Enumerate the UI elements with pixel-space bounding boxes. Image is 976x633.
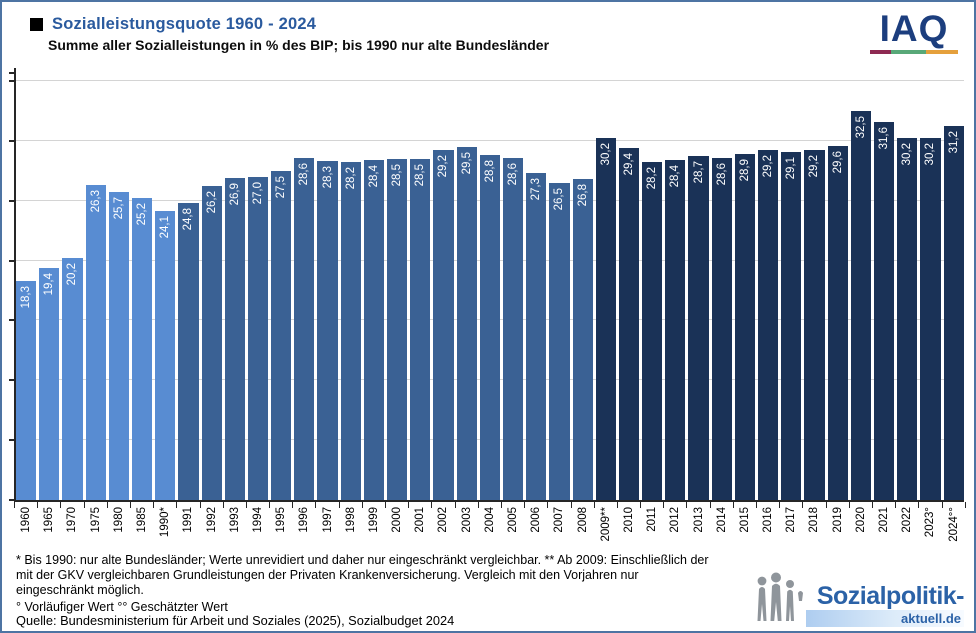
bar-value-label: 25,7	[112, 197, 125, 220]
bar-value-label: 26,2	[205, 191, 218, 214]
y-axis-tick	[9, 200, 14, 202]
x-axis-label: 2019	[831, 507, 844, 533]
sozialpolitik-logo-title: Sozialpolitik-	[816, 582, 964, 610]
y-axis-tick	[9, 439, 14, 441]
y-axis-tick	[9, 80, 14, 82]
bar-value-label: 28,9	[738, 159, 751, 182]
x-axis-tick-cell	[178, 504, 198, 554]
x-axis-label: 2020	[854, 507, 867, 533]
bar-value-label: 26,5	[553, 187, 566, 211]
bar	[433, 150, 453, 500]
x-axis-tick-cell	[503, 504, 523, 554]
x-axis-label: 1996	[298, 507, 311, 533]
bar	[341, 162, 361, 500]
x-axis-label: 2006	[530, 507, 543, 533]
x-axis-tick-cell	[804, 504, 824, 554]
x-axis-label: 1997	[321, 507, 334, 533]
x-axis-label: 1995	[275, 507, 288, 533]
x-axis-label: 2000	[391, 507, 404, 533]
x-axis-label: 2023°	[924, 507, 937, 538]
x-axis-tick-cell	[317, 504, 337, 554]
x-axis-tick-cell	[665, 504, 685, 554]
sozialpolitik-logo-text	[806, 584, 964, 627]
x-axis-tick-cell	[619, 504, 639, 554]
x-axis-label: 2009**	[599, 507, 612, 542]
x-axis-label: 1965	[43, 507, 56, 533]
footnote-line: mit der GKV vergleichbaren Grundleistungen der Privaten Krankenversicherung. Vergleich mit den Vorjahren nur	[16, 568, 639, 583]
x-axis-tick-cell	[688, 504, 708, 554]
x-axis-tick-cell	[271, 504, 291, 554]
bar	[248, 177, 268, 500]
bar	[155, 211, 175, 500]
x-axis-label: 2003	[460, 507, 473, 533]
x-axis	[14, 500, 964, 502]
bar-value-label: 26,3	[89, 190, 102, 213]
bar	[549, 183, 569, 500]
bar	[712, 158, 732, 500]
x-axis-label: 2004	[483, 507, 496, 533]
bar-value-label: 20,2	[66, 263, 79, 286]
x-axis-label: 2021	[878, 507, 891, 533]
x-axis-tick-cell	[16, 504, 36, 554]
x-axis-tick-cell	[874, 504, 894, 554]
bar	[132, 198, 152, 500]
bar-value-label: 30,2	[599, 143, 612, 166]
bar-value-label: 29,2	[762, 155, 775, 178]
sozialpolitik-aktuell-logo	[754, 572, 964, 627]
sozialpolitik-logo-band	[806, 610, 964, 627]
x-axis-tick-cell	[294, 504, 314, 554]
bar-value-label: 29,1	[785, 156, 798, 180]
x-axis-tick-cell	[781, 504, 801, 554]
bar	[573, 179, 593, 500]
iaq-logo-underline	[870, 50, 958, 54]
x-axis-label: 2022	[901, 507, 914, 533]
x-axis-label: 1994	[251, 507, 264, 533]
bar	[804, 150, 824, 500]
bar	[457, 147, 477, 500]
x-axis-tick-cell	[364, 504, 384, 554]
y-axis-tick	[9, 72, 14, 74]
title-bullet-square	[30, 18, 43, 31]
bar-value-label: 27,3	[530, 178, 543, 201]
x-axis-tick-cell	[132, 504, 152, 554]
x-axis-label: 2024°°	[947, 507, 960, 542]
x-axis-tick-cell	[248, 504, 268, 554]
bar	[480, 155, 500, 500]
x-axis-label: 2018	[808, 507, 821, 533]
x-axis-label: 1985	[136, 507, 149, 533]
x-axis-label: 2011	[646, 507, 659, 532]
page-title: Sozialleistungsquote 1960 - 2024	[52, 15, 317, 33]
bar	[874, 122, 894, 500]
x-axis-label: 1975	[89, 507, 102, 533]
bar	[16, 281, 36, 500]
x-axis-label: 2017	[785, 507, 798, 533]
x-axis-tick-cell	[109, 504, 129, 554]
bar-value-label: 28,5	[414, 163, 427, 187]
bar	[39, 268, 59, 500]
bar	[387, 159, 407, 500]
bar-value-label: 29,2	[808, 155, 821, 178]
x-axis-tick-cell	[410, 504, 430, 554]
bar	[642, 162, 662, 500]
x-axis-label: 2010	[622, 507, 635, 533]
bar	[897, 138, 917, 500]
bar	[619, 148, 639, 500]
bar-value-label: 19,4	[43, 272, 56, 296]
x-axis-label: 2013	[692, 507, 705, 533]
iaq-logo	[868, 10, 960, 54]
bar-value-label: 31,6	[878, 126, 891, 150]
x-axis-label: 1992	[205, 507, 218, 533]
x-axis-tick-cell	[712, 504, 732, 554]
x-axis-label: 1970	[66, 507, 79, 533]
bar-value-label: 18,3	[20, 285, 33, 309]
bar	[688, 156, 708, 500]
y-axis-tick	[9, 319, 14, 321]
footnotes	[16, 553, 759, 615]
x-axis-tick-cell	[39, 504, 59, 554]
x-axis-label: 1999	[367, 507, 380, 533]
x-axis-tick-cell	[944, 504, 964, 554]
bar	[410, 159, 430, 500]
x-axis-tick-cell	[62, 504, 82, 554]
sozialpolitik-logo-subtitle: aktuell.de	[901, 611, 961, 626]
bar-value-label: 30,2	[924, 143, 937, 166]
bar-value-label: 28,6	[507, 162, 520, 185]
bar	[944, 126, 964, 500]
x-axis-tick-cell	[225, 504, 245, 554]
x-axis-tick-cell	[341, 504, 361, 554]
bar	[665, 160, 685, 500]
x-axis-label: 2008	[576, 507, 589, 533]
bar	[596, 138, 616, 500]
bar-value-label: 25,2	[136, 203, 149, 226]
bar	[271, 171, 291, 500]
source-line: Quelle: Bundesministerium für Arbeit und Soziales (2025), Sozialbudget 2024	[16, 613, 455, 628]
y-axis-tick	[9, 379, 14, 381]
x-axis-label: 1980	[112, 507, 125, 533]
x-axis-label: 1990*	[159, 507, 172, 538]
x-axis-tick-cell	[387, 504, 407, 554]
y-axis-tick	[9, 260, 14, 262]
bar	[526, 173, 546, 500]
x-axis-labels	[16, 504, 964, 554]
bar	[758, 150, 778, 500]
x-axis-tick-cell	[642, 504, 662, 554]
bar-value-label: 26,8	[576, 184, 589, 207]
bar-value-label: 29,2	[437, 155, 450, 178]
x-axis-tick-cell	[480, 504, 500, 554]
bar	[62, 258, 82, 500]
iaq-logo-text: IAQ	[879, 8, 949, 49]
bar-value-label: 32,5	[854, 115, 867, 139]
bar-value-label: 24,1	[159, 216, 172, 239]
bar	[851, 111, 871, 500]
x-axis-tick-cell	[851, 504, 871, 554]
bar-value-label: 24,8	[182, 208, 195, 231]
x-axis-label: 1998	[344, 507, 357, 533]
bar-value-label: 28,6	[715, 162, 728, 185]
x-axis-label: 2014	[715, 507, 728, 533]
bar-value-label: 27,0	[251, 181, 264, 205]
x-axis-tick-cell	[573, 504, 593, 554]
bar-value-label: 28,7	[692, 161, 705, 184]
x-axis-label: 2007	[553, 507, 566, 533]
x-axis-label: 2002	[437, 507, 450, 533]
x-axis-tick-cell	[86, 504, 106, 554]
x-axis-label: 2012	[669, 507, 682, 533]
x-axis-tick-cell	[596, 504, 616, 554]
x-axis-tick-cell	[202, 504, 222, 554]
bar	[781, 152, 801, 500]
x-axis-tick-cell	[920, 504, 940, 554]
x-axis-tick-cell	[549, 504, 569, 554]
y-axis-tick	[9, 140, 14, 142]
bar-value-label: 28,8	[483, 160, 496, 183]
bar	[109, 192, 129, 500]
x-axis-label: 2015	[738, 507, 751, 533]
x-axis-tick-cell	[433, 504, 453, 554]
x-axis-tick-cell	[735, 504, 755, 554]
x-axis-tick-cell	[828, 504, 848, 554]
bar-value-label: 30,2	[901, 143, 914, 166]
x-axis-label: 1993	[228, 507, 241, 533]
bar-value-label: 29,4	[622, 153, 635, 176]
bar-value-label: 27,5	[275, 175, 288, 199]
bar	[317, 161, 337, 500]
footnote-line: eingeschränkt möglich.	[16, 583, 144, 598]
bar	[828, 146, 848, 500]
bar-value-label: 28,4	[367, 165, 380, 188]
bar-value-label: 29,6	[831, 150, 844, 174]
iaq-underline-segment	[870, 50, 891, 54]
people-silhouettes-icon	[754, 572, 804, 627]
bar	[294, 158, 314, 500]
x-axis-tick-cell	[758, 504, 778, 554]
x-axis-label: 1960	[20, 507, 33, 533]
iaq-underline-segment	[926, 50, 958, 54]
bar	[735, 154, 755, 500]
footnote-line: * Bis 1990: nur alte Bundesländer; Werte unrevidiert und daher nur eingeschränkt vergleichbar. ** Ab 2009: Einschließlich der	[16, 553, 709, 567]
bar	[178, 203, 198, 500]
plot-area	[14, 72, 964, 500]
header	[30, 15, 316, 34]
x-axis-label: 2001	[414, 507, 427, 533]
bar	[202, 186, 222, 500]
x-axis-tick-cell	[155, 504, 175, 554]
x-axis-label: 2016	[762, 507, 775, 533]
bar-value-label: 28,2	[344, 167, 357, 190]
bar	[225, 178, 245, 500]
x-axis-label: 2005	[507, 507, 520, 533]
x-axis-tick-cell	[897, 504, 917, 554]
bar-value-label: 28,5	[391, 163, 404, 187]
bar-value-label: 28,4	[669, 165, 682, 188]
bars	[16, 72, 964, 500]
footnote-symbols: ° Vorläufiger Wert °° Geschätzter Wert	[16, 599, 228, 614]
x-axis-label: 1991	[182, 507, 195, 533]
bar-value-label: 28,6	[298, 162, 311, 185]
bar-value-label: 26,9	[228, 182, 241, 206]
x-axis-tick-cell	[457, 504, 477, 554]
bar	[86, 185, 106, 500]
page-subtitle: Summe aller Sozialleistungen in % des BIP; bis 1990 nur alte Bundesländer	[48, 37, 550, 53]
bar-value-label: 31,2	[947, 131, 960, 154]
bar	[920, 138, 940, 500]
bar-value-label: 28,3	[321, 166, 334, 189]
bar	[503, 158, 523, 500]
bar-value-label: 29,5	[460, 151, 473, 175]
bar	[364, 160, 384, 500]
bar-value-label: 28,2	[646, 167, 659, 190]
iaq-underline-segment	[891, 50, 926, 54]
x-axis-tick-cell	[526, 504, 546, 554]
